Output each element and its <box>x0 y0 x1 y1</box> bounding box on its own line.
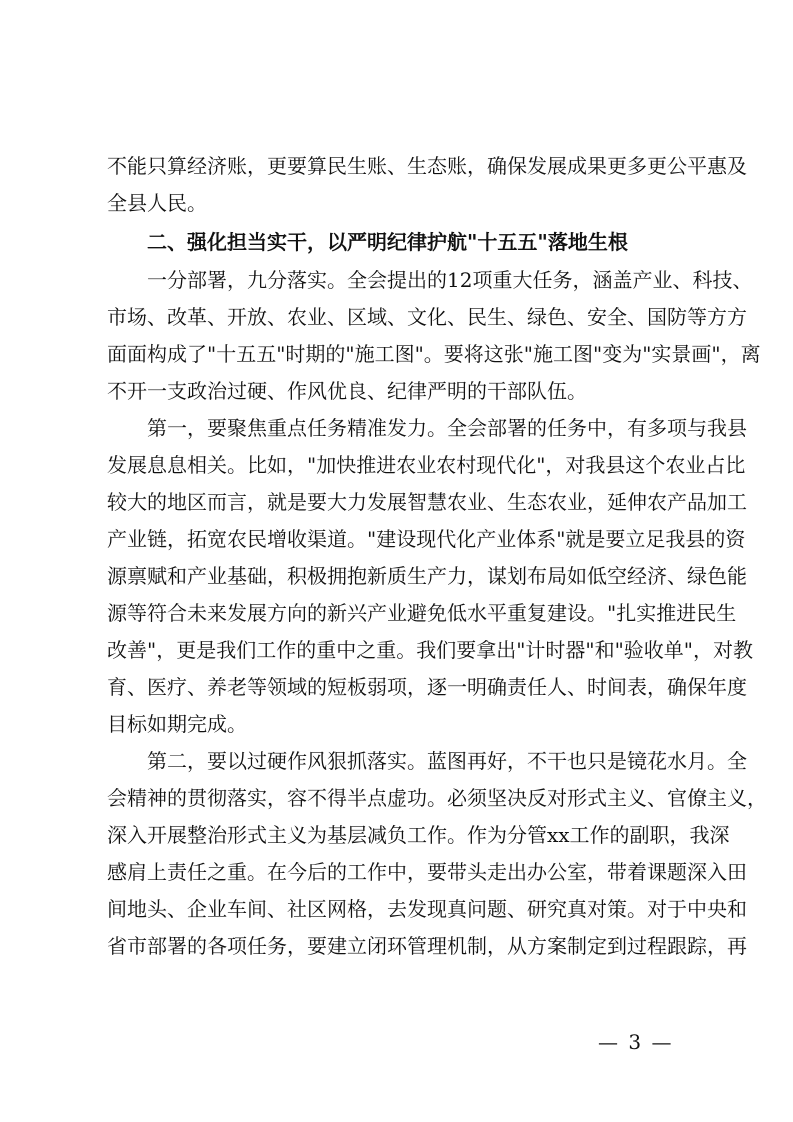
paragraph-line: 产业链，拓宽农民增收渠道。"建设现代化产业体系"就是要立足我县的资 <box>107 527 746 551</box>
paragraph <box>107 148 747 222</box>
paragraph-line: 改善"，更是我们工作的重中之重。我们要拿出"计时器"和"验收单"，对教 <box>107 638 753 662</box>
paragraph <box>107 262 761 410</box>
heading-text: 二、强化担当实干，以严明纪律护航"十五五"落地生根 <box>147 230 628 254</box>
paragraph-line: 市场、改革、开放、农业、区域、文化、民生、绿色、安全、国防等方方 <box>107 305 747 329</box>
paragraph-line: 不能只算经济账，更要算民生账、生态账，确保发展成果更多更公平惠及 <box>107 154 747 178</box>
paragraph <box>107 743 767 965</box>
paragraph-line: 全县人民。 <box>107 191 207 215</box>
paragraph-line: 育、医疗、养老等领域的短板弱项，逐一明确责任人、时间表，确保年度 <box>107 675 747 699</box>
paragraph-line: 目标如期完成。 <box>107 712 247 736</box>
paragraph-line: 第二，要以过硬作风狠抓落实。蓝图再好，不干也只是镜花水月。全 <box>147 749 747 773</box>
paragraph-line: 不开一支政治过硬、作风优良、纪律严明的干部队伍。 <box>107 379 587 403</box>
page-number: — 3 — <box>598 1030 674 1054</box>
paragraph-line: 一分部署，九分落实。全会提出的12项重大任务，涵盖产业、科技、 <box>147 268 753 292</box>
paragraph <box>107 410 753 743</box>
document-body <box>107 148 767 965</box>
section-heading <box>107 222 689 262</box>
paragraph-line: 源等符合未来发展方向的新兴产业避免低水平重复建设。"扎实推进民生 <box>107 601 737 625</box>
paragraph-line: 省市部署的各项任务，要建立闭环管理机制，从方案制定到过程跟踪，再 <box>107 934 747 958</box>
paragraph-line: 面面构成了"十五五"时期的"施工图"。要将这张"施工图"变为"实景画"，离 <box>107 342 761 366</box>
paragraph-line: 间地头、企业车间、社区网格，去发现真问题、研究真对策。对于中央和 <box>107 897 747 921</box>
paragraph-line: 源禀赋和产业基础，积极拥抱新质生产力，谋划布局如低空经济、绿色能 <box>107 564 747 588</box>
paragraph-line: 会精神的贯彻落实，容不得半点虚功。必须坚决反对形式主义、官僚主义， <box>107 786 767 810</box>
paragraph-line: 较大的地区而言，就是要大力发展智慧农业、生态农业，延伸农产品加工 <box>107 490 747 514</box>
paragraph-line: 发展息息相关。比如，"加快推进农业农村现代化"，对我县这个农业占比 <box>107 453 746 477</box>
paragraph-line: 感肩上责任之重。在今后的工作中，要带头走出办公室，带着课题深入田 <box>107 860 747 884</box>
paragraph-line: 深入开展整治形式主义为基层减负工作。作为分管xx工作的副职，我深 <box>107 823 730 847</box>
paragraph-line: 第一，要聚焦重点任务精准发力。全会部署的任务中，有多项与我县 <box>147 416 747 440</box>
